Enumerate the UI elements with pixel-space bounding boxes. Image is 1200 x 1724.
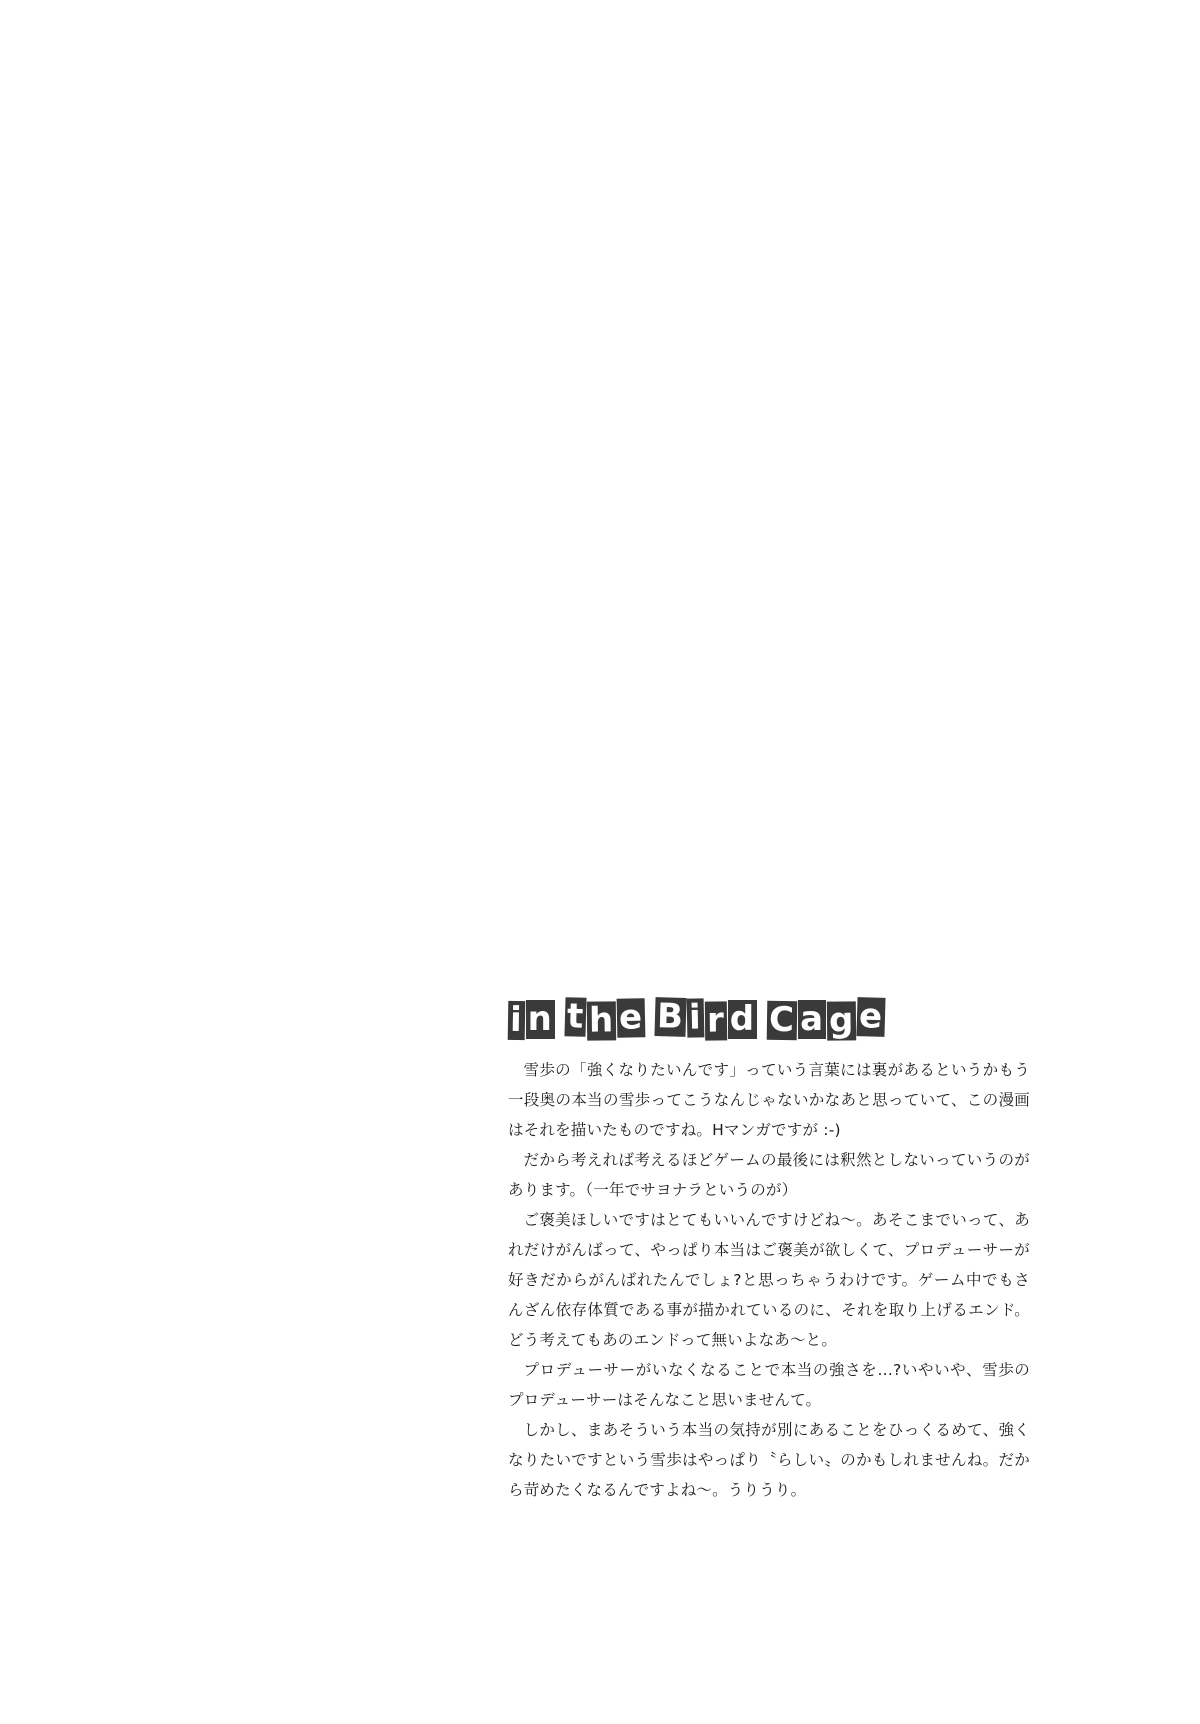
title-letter: d (729, 999, 756, 1039)
afterword-block (508, 996, 1030, 1505)
title-letter: e (858, 996, 885, 1037)
afterword-paragraph: プロデューサーがいなくなることで本当の強さを…?いやいや、雪歩のプロデューサーはそんなこと思いませんて。 (508, 1361, 1030, 1409)
title-letter: g (828, 1000, 855, 1041)
title-letter: a (800, 999, 825, 1039)
title-letter: i (509, 999, 523, 1041)
title-letter: n (527, 999, 553, 1039)
afterword-title (508, 996, 1030, 1041)
afterword-body (508, 1055, 1030, 1505)
title-letter: B (656, 996, 685, 1037)
title-letter: e (618, 997, 644, 1038)
title-letter: i (688, 997, 703, 1038)
title-letter: r (706, 1000, 725, 1041)
afterword-paragraph: しかし、まあそういう本当の気持が別にあることをひっくるめて、強くなりたいですという雪歩はやっぱり〝らしい〟のかもしれませんね。だから苛めたくなるんですよね〜。うりうり。 (508, 1421, 1030, 1499)
afterword-paragraph: 雪歩の「強くなりたいんです」っていう言葉には裏があるというかもう一段奥の本当の雪歩ってこうなんじゃないかなあと思っていて、この漫画はそれを描いたものですね。Hマンガですが :-) (508, 1061, 1030, 1139)
title-letter: t (566, 996, 585, 1037)
title-letter: h (588, 1000, 615, 1041)
afterword-paragraph: ご褒美ほしいですはとてもいいんですけどね〜。あそこまでいって、あれだけがんばって、やっぱり本当はご褒美が欲しくて、プロデューサーが好きだからがんばれたんでしょ?と思っちゃうわけです。ゲーム中でもさんざん依存体質である事が描かれているのに、それを取り上げるエンド。どう考えてもあのエンドって無いよなあ〜と。 (508, 1211, 1030, 1349)
title-letter: C (768, 999, 796, 1041)
afterword-paragraph: だから考えれば考えるほどゲームの最後には釈然としないっていうのがあります。（一年でサヨナラというのが） (508, 1151, 1030, 1199)
